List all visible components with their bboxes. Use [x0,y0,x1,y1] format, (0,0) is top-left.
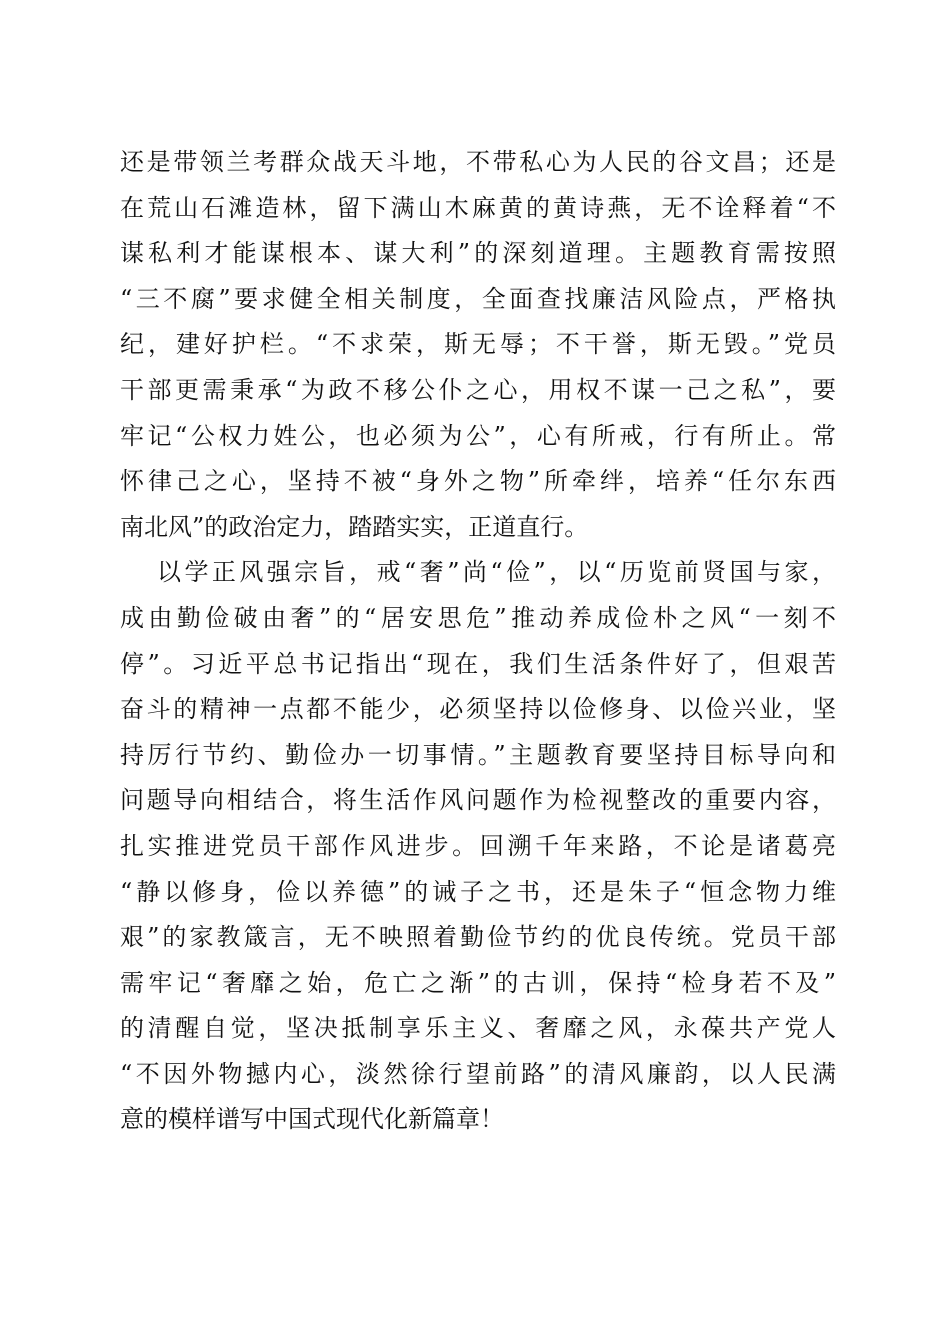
text-line: 谋私利才能谋根本、谋大利”的深刻道理。主题教育需按照 [120,239,836,268]
text-line: 南北风”的政治定力，踏踏实实，正道直行。 [120,512,589,541]
text-line: 在荒山石滩造林，留下满山木麻黄的黄诗燕，无不诠释着“不 [120,193,836,222]
text-line: 艰”的家教箴言，无不映照着勤俭节约的优良传统。党员干部 [120,923,836,952]
text-line: 以学正风强宗旨，戒“奢”尚“俭”，以“历览前贤国与家， [157,558,836,587]
text-line: 奋斗的精神一点都不能少，必须坚持以俭修身、以俭兴业，坚 [120,695,836,724]
text-line: 停”。习近平总书记指出“现在，我们生活条件好了，但艰苦 [120,649,836,678]
text-line: 牢记“公权力姓公，也必须为公”，心有所戒，行有所止。常 [120,421,836,450]
text-line: “静以修身，俭以养德”的诫子之书，还是朱子“恒念物力维 [120,877,836,906]
document-body [120,140,836,1143]
text-line: 成由勤俭破由奢”的“居安思危”推动养成俭朴之风“一刻不 [120,603,836,632]
text-line: 还是带领兰考群众战天斗地，不带私心为人民的谷文昌；还是 [120,148,836,176]
text-line: 需牢记“奢靡之始，危亡之渐”的古训，保持“检身若不及” [120,968,836,997]
paragraph [120,550,836,1143]
text-line: 问题导向相结合，将生活作风问题作为检视整改的重要内容， [120,786,836,815]
text-line: 干部更需秉承“为政不移公仆之心，用权不谋一己之私”，要 [120,375,836,404]
text-line: 纪，建好护栏。“不求荣，斯无辱；不干誉，斯无毁。”党员 [120,330,836,359]
text-line: “三不腐”要求健全相关制度，全面查找廉洁风险点，严格执 [120,284,836,313]
paragraph [120,140,836,550]
text-line: 持厉行节约、勤俭办一切事情。”主题教育要坚持目标导向和 [120,740,836,769]
text-line: 怀律己之心，坚持不被“身外之物”所牵绊，培养“任尔东西 [120,467,836,496]
text-line: 扎实推进党员干部作风进步。回溯千年来路，不论是诸葛亮 [120,831,836,860]
text-line: “不因外物撼内心，淡然徐行望前路”的清风廉韵，以人民满 [120,1059,836,1088]
text-line: 的清醒自觉，坚决抵制享乐主义、奢靡之风，永葆共产党人 [120,1014,836,1043]
text-line: 意的模样谱写中国式现代化新篇章！ [120,1105,504,1134]
